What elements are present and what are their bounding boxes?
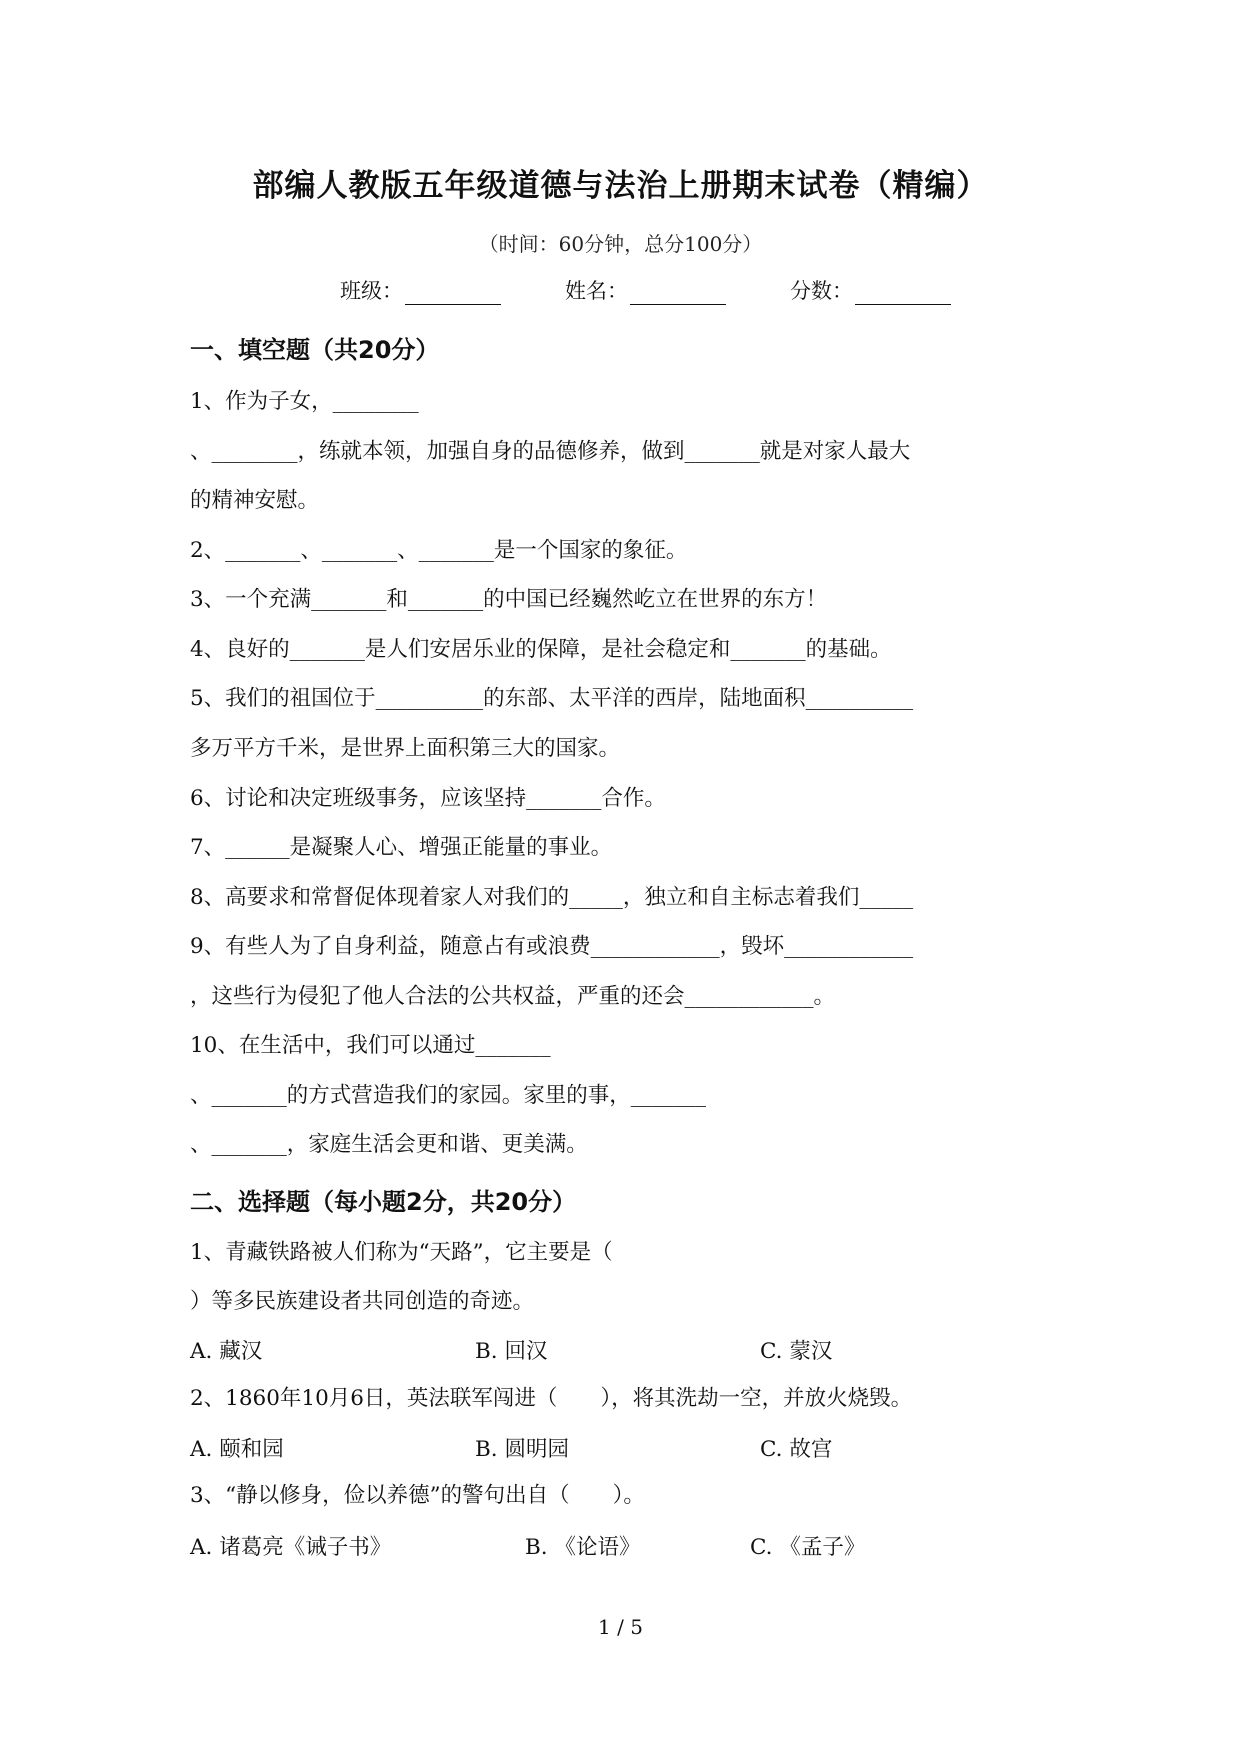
question-line: 3、一个充满_______和_______的中国已经巍然屹立在世界的东方！ — [190, 587, 828, 612]
question-line: 1、作为子女，________ — [190, 389, 419, 414]
name-label: 姓名： — [565, 279, 628, 303]
question-1-stem: 1、青藏铁路被人们称为“天路”，它主要是（ — [190, 1240, 613, 1265]
question-line: 9、有些人为了自身利益，随意占有或浪费____________，毁坏____________ — [190, 934, 914, 959]
question-line: 2、_______、_______、_______是一个国家的象征。 — [190, 538, 688, 563]
section-2-heading: 二、选择题（每小题2分，共20分） — [190, 1188, 577, 1216]
name-field — [565, 275, 726, 305]
question-line: 的精神安慰。 — [190, 488, 320, 513]
score-field — [790, 275, 951, 305]
question-line: 10、在生活中，我们可以通过_______ — [190, 1033, 551, 1058]
score-label: 分数： — [790, 279, 853, 303]
question-2-option-a: A. 颐和园 — [190, 1437, 284, 1462]
question-line: 7、______是凝聚人心、增强正能量的事业。 — [190, 835, 613, 860]
section-1-heading: 一、填空题（共20分） — [190, 336, 440, 364]
question-1-option-b: B. 回汉 — [475, 1339, 548, 1364]
class-blank — [405, 284, 501, 305]
question-3-option-b: B. 《论语》 — [525, 1535, 641, 1560]
question-1-stem-cont: ）等多民族建设者共同创造的奇迹。 — [190, 1289, 535, 1314]
question-line: 6、讨论和决定班级事务，应该坚持_______合作。 — [190, 786, 666, 811]
question-2-option-b: B. 圆明园 — [475, 1437, 569, 1462]
question-1-option-c: C. 蒙汉 — [760, 1339, 833, 1364]
page-title: 部编人教版五年级道德与法治上册期末试卷（精编） — [252, 168, 989, 204]
question-line: 4、良好的_______是人们安居乐业的保障，是社会稳定和_______的基础。 — [190, 637, 892, 662]
name-blank — [630, 284, 726, 305]
question-3-option-a: A. 诸葛亮《诫子书》 — [190, 1535, 392, 1560]
page-number: 1 / 5 — [598, 1615, 643, 1639]
question-line: 、________，练就本领，加强自身的品德修养，做到_______就是对家人最大 — [190, 439, 911, 464]
question-2-stem: 2、1860年10月6日，英法联军闯进（ ），将其洗劫一空，并放火烧毁。 — [190, 1386, 913, 1411]
class-field — [340, 275, 501, 305]
question-line: 、_______，家庭生活会更和谐、更美满。 — [190, 1132, 588, 1157]
question-line: 8、高要求和常督促体现着家人对我们的_____，独立和自主标志着我们_____ — [190, 885, 914, 910]
question-3-stem: 3、“静以修身，俭以养德”的警句出自（ ）。 — [190, 1483, 645, 1508]
question-2-option-c: C. 故宫 — [760, 1437, 833, 1462]
question-line: 多万平方千米，是世界上面积第三大的国家。 — [190, 736, 621, 761]
question-line: 5、我们的祖国位于__________的东部、太平洋的西岸，陆地面积__________ — [190, 686, 914, 711]
question-line: ，这些行为侵犯了他人合法的公共权益，严重的还会____________。 — [190, 984, 836, 1009]
question-1-option-a: A. 藏汉 — [190, 1339, 263, 1364]
exam-time-info: （时间：60分钟，总分100分） — [478, 232, 763, 256]
score-blank — [855, 284, 951, 305]
class-label: 班级： — [340, 279, 403, 303]
question-3-option-c: C. 《孟子》 — [750, 1535, 866, 1560]
question-line: 、_______的方式营造我们的家园。家里的事，_______ — [190, 1083, 707, 1108]
